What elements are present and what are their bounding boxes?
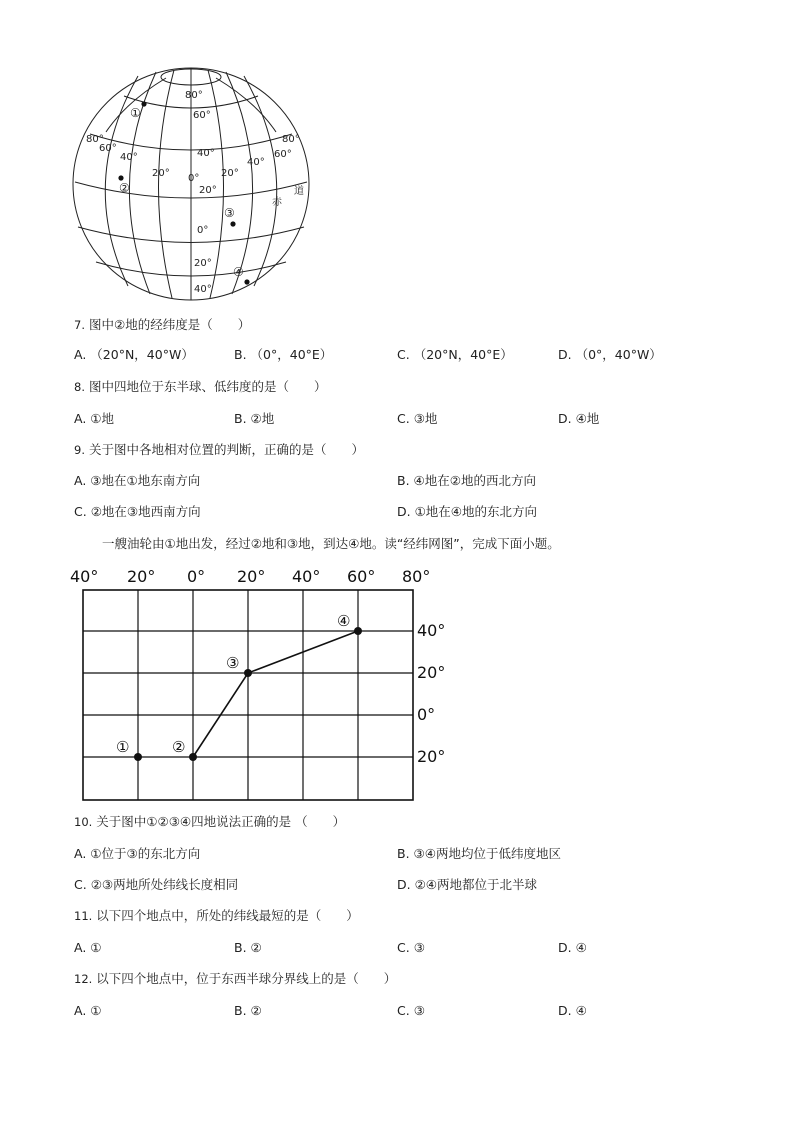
question-9: 9. 关于图中各地相对位置的判断，正确的是（ ）	[74, 442, 364, 457]
route-line	[193, 631, 358, 757]
question-7: 7. 图中②地的经纬度是（ ）	[74, 317, 251, 332]
grid-top-label: 0°	[187, 567, 206, 586]
q10-option-b[interactable]: B. ③④两地均位于低纬度地区	[397, 846, 561, 861]
globe-lat-label: 40°	[194, 284, 212, 295]
globe-figure	[66, 62, 316, 306]
q12-option-c[interactable]: C. ③	[397, 1003, 425, 1018]
grid-right-label: 20°	[417, 663, 446, 682]
q8-option-b[interactable]: B. ②地	[234, 411, 275, 426]
globe-lat-label: 20°	[199, 185, 217, 196]
q11-option-a[interactable]: A. ①	[74, 940, 102, 955]
q12-option-a[interactable]: A. ①	[74, 1003, 102, 1018]
globe-equator-label: 道	[294, 186, 304, 197]
grid-right-label: 0°	[417, 705, 436, 724]
grid-point-dot	[189, 753, 197, 761]
globe-point-dot	[230, 221, 235, 226]
q12-option-b[interactable]: B. ②	[234, 1003, 262, 1018]
globe-point-dot	[141, 101, 146, 106]
grid-top-label: 40°	[70, 567, 99, 586]
globe-point-label: ②	[119, 181, 130, 195]
grid-point-label: ③	[226, 654, 240, 672]
globe-lon-label: 40°	[247, 157, 265, 168]
globe-point-dot	[118, 175, 123, 180]
globe-equator-label: 赤	[272, 197, 282, 208]
grid-point-dot	[244, 669, 252, 677]
question-12: 12. 以下四个地点中，位于东西半球分界线上的是（ ）	[74, 971, 397, 986]
q9-option-b[interactable]: B. ④地在②地的西北方向	[397, 473, 536, 488]
grid-top-label: 20°	[237, 567, 266, 586]
globe-lon-label: 80°	[282, 134, 300, 145]
globe-lat-label: 80°	[185, 90, 203, 101]
grid-point-dot	[134, 753, 142, 761]
grid-top-label: 60°	[347, 567, 376, 586]
grid-top-label: 40°	[292, 567, 321, 586]
globe-lon-label: 40°	[120, 152, 138, 163]
q11-option-d[interactable]: D. ④	[558, 940, 587, 955]
globe-lat-label: 20°	[194, 258, 212, 269]
q9-option-d[interactable]: D. ①地在④地的东北方向	[397, 504, 538, 519]
globe-lon-label: 20°	[152, 168, 170, 179]
q9-option-c[interactable]: C. ②地在③地西南方向	[74, 504, 201, 519]
q7-option-b[interactable]: B. （0°，40°E）	[234, 347, 333, 362]
grid-top-label: 80°	[402, 567, 431, 586]
q7-option-a[interactable]: A. （20°N，40°W）	[74, 347, 194, 362]
grid-point-label: ②	[172, 738, 186, 756]
globe-point-label: ③	[224, 206, 235, 220]
q8-option-d[interactable]: D. ④地	[558, 411, 600, 426]
grid-top-label: 20°	[127, 567, 156, 586]
globe-lon-label: 60°	[99, 143, 117, 154]
q8-option-a[interactable]: A. ①地	[74, 411, 115, 426]
globe-lat-label: 40°	[197, 148, 215, 159]
globe-lat-label: 60°	[193, 110, 211, 121]
question-10: 10. 关于图中①②③④四地说法正确的是 （ ）	[74, 814, 346, 829]
lat-lon-grid-figure	[66, 562, 446, 804]
q8-option-c[interactable]: C. ③地	[397, 411, 438, 426]
q7-option-c[interactable]: C. （20°N，40°E）	[397, 347, 513, 362]
globe-lon-label: 0°	[188, 173, 200, 184]
q10-option-c[interactable]: C. ②③两地所处纬线长度相同	[74, 877, 239, 892]
globe-lon-label: 60°	[274, 149, 292, 160]
globe-point-label: ①	[130, 106, 141, 120]
q12-option-d[interactable]: D. ④	[558, 1003, 587, 1018]
grid-point-label: ④	[337, 612, 351, 630]
q11-option-c[interactable]: C. ③	[397, 940, 425, 955]
material-intro: 一艘油轮由①地出发，经过②地和③地，到达④地。读“经纬网图”，完成下面小题。	[102, 536, 560, 551]
globe-point-dot	[244, 279, 249, 284]
q10-option-d[interactable]: D. ②④两地都位于北半球	[397, 877, 538, 892]
question-11: 11. 以下四个地点中，所处的纬线最短的是（ ）	[74, 908, 359, 923]
question-8: 8. 图中四地位于东半球、低纬度的是（ ）	[74, 379, 327, 394]
q10-option-a[interactable]: A. ①位于③的东北方向	[74, 846, 201, 861]
grid-point-dot	[354, 627, 362, 635]
q9-option-a[interactable]: A. ③地在①地东南方向	[74, 473, 201, 488]
grid-right-label: 40°	[417, 621, 446, 640]
grid-point-label: ①	[116, 738, 130, 756]
globe-lon-label: 20°	[221, 168, 239, 179]
globe-lat-label: 0°	[197, 225, 209, 236]
q7-option-d[interactable]: D. （0°，40°W）	[558, 347, 662, 362]
globe-point-label: ④	[233, 265, 244, 279]
grid-right-label: 20°	[417, 747, 446, 766]
globe-lon-label: 80°	[86, 134, 104, 145]
q11-option-b[interactable]: B. ②	[234, 940, 262, 955]
